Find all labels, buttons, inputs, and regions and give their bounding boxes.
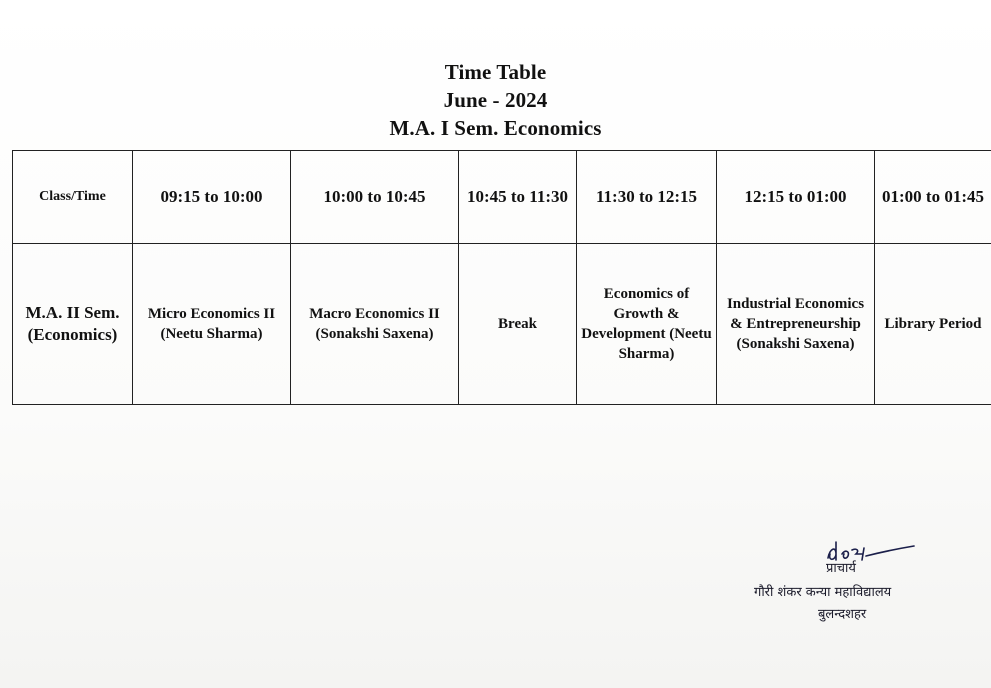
- college-city: बुलन्दशहर: [818, 607, 867, 622]
- period-cell-5: Industrial Economics & Entrepreneurship (Sonakshi Saxena): [717, 244, 875, 405]
- column-header-slot-3: 10:45 to 11:30: [459, 151, 577, 244]
- period-cell-1: Micro Economics II (Neetu Sharma): [133, 244, 291, 405]
- column-header-slot-5: 12:15 to 01:00: [717, 151, 875, 244]
- header-row: [13, 151, 991, 244]
- principal-designation: प्राचार्य: [826, 561, 856, 576]
- period-cell-2: Macro Economics II (Sonakshi Saxena): [291, 244, 459, 405]
- column-header-slot-4: 11:30 to 12:15: [577, 151, 717, 244]
- column-header-slot-6: 01:00 to 01:45: [875, 151, 991, 244]
- college-name: गौरी शंकर कन्या महाविद्यालय: [754, 585, 892, 600]
- page-title: Time Table: [444, 60, 547, 84]
- table-row: [13, 244, 991, 405]
- period-cell-4: Economics of Growth & Development (Neetu Sharma): [577, 244, 717, 405]
- column-header-class-time: Class/Time: [13, 151, 133, 244]
- timetable: [12, 150, 991, 405]
- column-header-slot-1: 09:15 to 10:00: [133, 151, 291, 244]
- period-cell-6: Library Period: [875, 244, 991, 405]
- document-heading: [0, 58, 991, 142]
- course-subtitle: M.A. I Sem. Economics: [389, 116, 602, 140]
- class-name-cell: M.A. II Sem. (Economics): [13, 244, 133, 405]
- period-cell-break: Break: [459, 244, 577, 405]
- principal-signature-block: [742, 538, 962, 638]
- column-header-slot-2: 10:00 to 10:45: [291, 151, 459, 244]
- month-subtitle: June - 2024: [443, 88, 548, 112]
